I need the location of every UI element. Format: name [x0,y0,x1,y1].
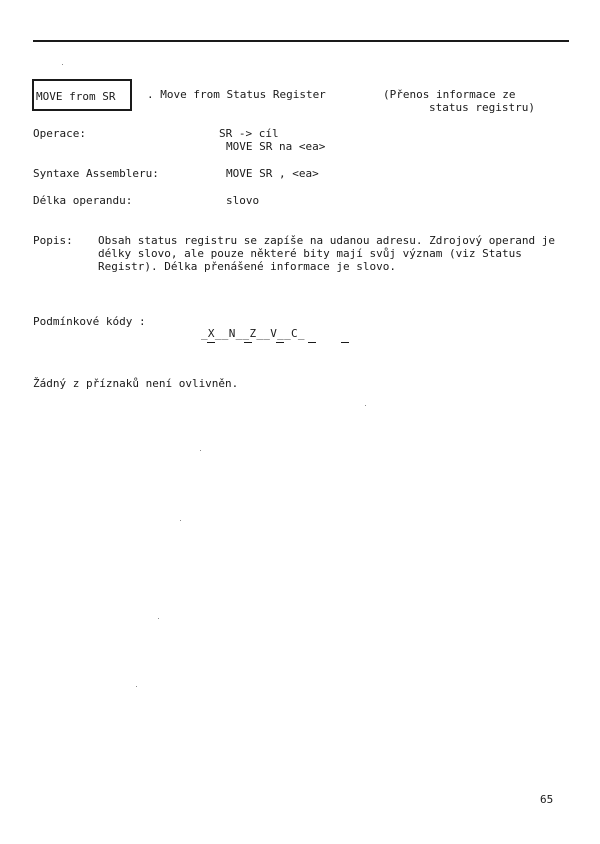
scan-speck [365,405,366,406]
scan-speck [180,520,181,521]
flag-n-dash [244,342,252,343]
operace-value-line2: MOVE SR na <ea> [226,140,326,153]
instruction-note-line2: status registru) [429,101,535,114]
syntaxe-value: MOVE SR , <ea> [226,167,319,180]
popis-text: Obsah status registru se zapíše na udanou adresu. Zdrojový operand je délky slovo, ale pouze některé bity mají svůj význam (viz Status Registr). Délka přenášené informace je slovo. [98,234,555,273]
scan-speck [136,686,137,687]
scan-speck [200,450,201,451]
flag-x-dash [207,342,215,343]
flags-note: Žádný z příznaků není ovlivněn. [33,377,239,390]
top-rule [33,40,569,42]
instruction-title: . Move from Status Register [147,88,326,101]
delka-label: Délka operandu: [33,194,133,207]
scan-speck [62,64,63,65]
instruction-box [32,79,132,111]
page-number: 65 [540,793,554,806]
scan-speck [158,618,159,619]
operace-label: Operace: [33,127,86,140]
operace-value-line1: SR -> cíl [219,127,279,140]
flag-v-dash [308,342,316,343]
instruction-box-label: MOVE from SR [36,90,116,103]
syntaxe-label: Syntaxe Assembleru: [33,167,159,180]
flags-codes: _X__N__Z__V__C_ [201,327,305,340]
instruction-note-line1: (Přenos informace ze [383,88,516,101]
flag-c-dash [341,342,349,343]
popis-label: Popis: [33,234,73,247]
delka-value: slovo [226,194,260,207]
flags-label: Podmínkové kódy : [33,315,146,328]
flag-z-dash [276,342,284,343]
